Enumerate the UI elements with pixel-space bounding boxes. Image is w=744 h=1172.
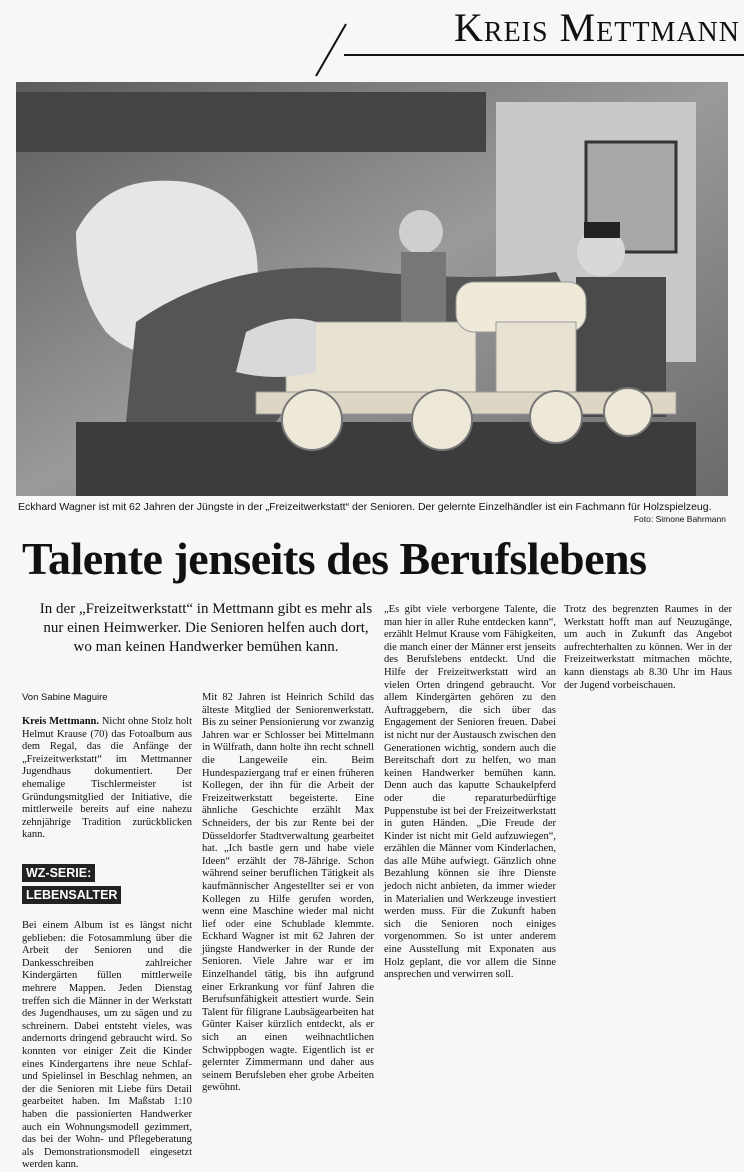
masthead-rule-slash [315,24,347,77]
body-paragraph-1: Kreis Mettmann. Nicht ohne Stolz holt Helmut Krause (70) das Fotoalbum aus dem Regal, das die Anfänge der „Freizeitwerkstatt“ im Mettmanner Jugendhaus dokumentiert. Der ehemalige Tischlermeister ist Gründungsmitglied der Initiative, die mittlerweile bereits auf eine nahezu zehnjährige Tradition zurückblicken kann. [22,716,192,841]
workshop-photo-illustration [16,82,728,496]
series-label-line-2: LEBENSALTER [22,886,121,904]
dateline: Kreis Mettmann. [22,716,99,727]
masthead [344,0,744,56]
section-title: Kreis Mettmann [454,5,740,50]
body-column-3 [384,604,556,1040]
body-column-1 [22,716,192,866]
body-paragraph-2: Bei einem Album ist es längst nicht geblieben: die Fotosammlung über die Arbeit der Senioren und die Dankesschreiben zahlreicher Kindergärten füllen mittlerweile mehrere Mappen. Jeden Dienstag treffen sich die Männer in der Werkstatt des Jugendhauses, um zu sägen und zu schreinern. Dabei entsteht vieles, was andernorts dringend gebraucht wird. So konnten vor einiger Zeit die Kinder eines Kindergartens ihre neue Schlaf- und Spielinsel in Beschlag nehmen, an der die Senioren mit Liebe fürs Detail gearbeitet haben. Im Maßstab 1:10 haben die passionierten Handwerker auch ein Wohnungsmodell gezimmert, das bei der Wohn- und Pflegeberatung als Demonstrationsmodell eingesetzt werden kann. [22,920,192,1171]
photo-caption: Eckhard Wagner ist mit 62 Jahren der Jüngste in der „Freizeitwerkstatt“ der Senioren. Der gelernte Einzelhändler ist ein Fachmann für Holzspielzeug. [18,501,712,513]
article-photo [16,82,728,496]
body-column-1-continued [22,920,192,1171]
article-standfirst: In der „Freizeitwerkstatt“ in Mettmann gibt es mehr als nur einen Heimwerker. Die Senioren helfen auch dort, wo man keinen Handwerker bemühen kann. [39,601,373,655]
body-column-2 [202,692,374,1094]
article-byline: Von Sabine Maguire [22,692,108,703]
series-label [22,864,188,908]
photo-credit: Foto: Simone Bahrmann [633,514,726,524]
body-paragraph-4: „Es gibt viele verborgene Talente, die man hier in aller Ruhe entdecken kann“, erzählt Helmut Krause vom Fähigkeiten, die manch einer der Männer erst jenseits des Berufslebens entdeckt. Und die Hilfe der Freizeitwerkstatt wird an vielen Orten dringend gebraucht. Vor allem Kindergärten gehören zu den Auftraggebern, die sich über das Engagement der Senioren freuen. Dabei ist nicht nur der Austausch zwischen den Generationen wichtig, sondern auch die Bereitschaft dort zu helfen, wo man keinen Handwerker bemühen kann. Denn auch das kaputte Schaukelpferd oder die reparaturbedürftige Puppenstube ist bei der Freizeitwerkstatt in guten Händen. „Die Freude der Kinder ist nicht mit Geld aufzuwiegen“, erzählen die Männer vom Kinderlachen, das alle Mühe aufwiegt. Gänzlich ohne Bezahlung können sie ihre Dienste jedoch nicht anbieten, da immer wieder in Materialien und Werkzeuge investiert werden muss. Für die Zukunft haben sich die Senioren noch einiges vorgenommen. So ist unter anderem eine Ausstellung mit Exponaten aus Holz geplant, die vor allem die Sinne ansprechen und verwirren soll. [384,604,556,981]
series-label-line-1: WZ-SERIE: [22,864,95,882]
body-column-4 [564,604,732,1040]
body-paragraph-3: Mit 82 Jahren ist Heinrich Schild das älteste Mitglied der Seniorenwerkstatt. Bis zu seiner Pensionierung vor zwanzig Jahren war er Schlosser bei Mittelmann in Wülfrath, dann holte ihn recht schnell die Langeweile ein. Beim Hundespaziergang traf er einen früheren Kollegen, der ihn für die Arbeit der Freizeitwerkstatt begeisterte. Eine ähnliche Geschichte erzählt Max Schneiders, der bis zur Rente bei der Düsseldorfer Stadtverwaltung gearbeitet hat. „Ich bastle gern und habe viele Ideen“ erzählt der 78-Jährige. Schon während seiner beruflichen Tätigkeit als kaufmännischer Angestellter sei er von Kollegen zu Hilfe gerufen worden, wenn eine Maschine wieder mal nicht lief oder eine Schublade klemmte. Eckhard Wagner ist mit 62 Jahren der jüngste Handwerker in der Runde der Senioren. Viele Jahre war er im Einzelhandel tätig, bis ihn aufgrund einer Erkrankung vor fünf Jahren die Berufsunfähigkeit attestiert wurde. Sein Talent für filigrane Laubsägearbeiten hat Günter Kaiser kürzlich entdeckt, als er sich an einen weihnachtlichen Schwippbogen wagte. Eigentlich ist er gelernter Zimmermann und daher aus seinem Berufsleben eher grobe Arbeiten gewöhnt. [202,692,374,1094]
body-paragraph-5: Trotz des begrenzten Raumes in der Werkstatt hofft man auf Neuzugänge, um auch in Zukunft das Angebot aufrechterhalten zu können. Wer in der Freizeitwerkstatt mitmachen möchte, kann dienstags ab 8.30 Uhr im Haus der Jugend vorbeischauen. [564,604,732,691]
article-headline: Talente jenseits des Berufslebens [22,533,647,584]
